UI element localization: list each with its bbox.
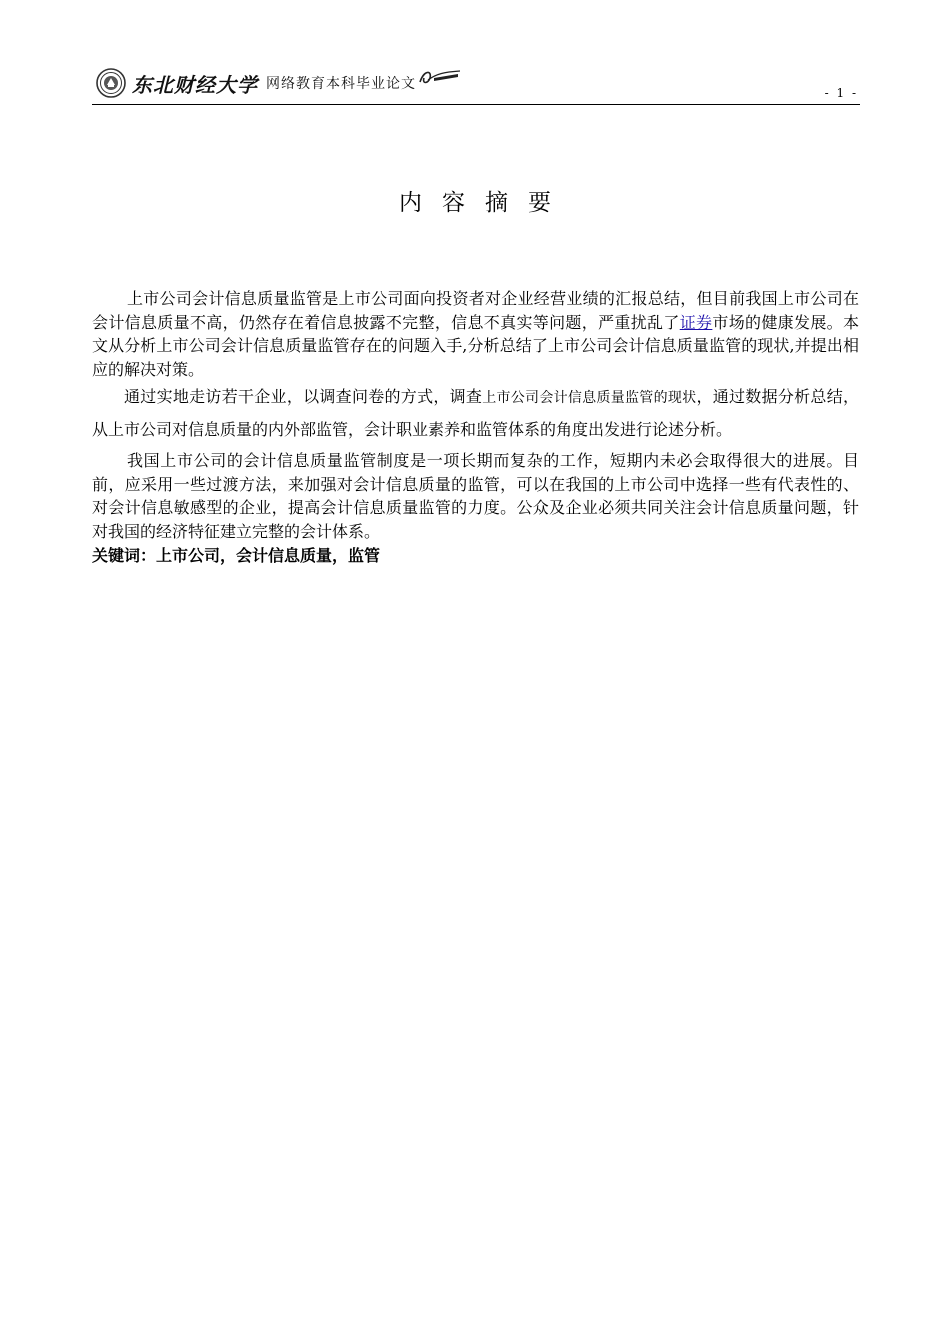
- sufe-logo-icon: [418, 66, 462, 88]
- paragraph-1-text-b: 市场的健康发展。本文从分析上市公司会计信息质量监管存在的问题入手,分析总结了上市公司会计信息质量监管的现状,并提出相应的解决对策。: [92, 312, 859, 379]
- paragraph-2-text-b: 上市公司会计信息质量监管的现状: [482, 390, 697, 406]
- abstract-paragraph-2: [92, 381, 859, 445]
- securities-link[interactable]: 证券: [679, 312, 713, 332]
- thesis-type-label: 网络教育本科毕业论文: [266, 76, 416, 92]
- keywords-line: 关键词：上市公司，会计信息质量，监管: [92, 546, 381, 565]
- paragraph-1-text-a: 上市公司会计信息质量监管是上市公司面向投资者对企业经营业绩的汇报总结，但目前我国上市公司在会计信息质量不高，仍然存在着信息披露不完整，信息不真实等问题，严重扰乱了: [92, 289, 859, 332]
- abstract-body: [92, 287, 859, 569]
- abstract-paragraph-1: [92, 287, 859, 381]
- abstract-paragraph-3: 我国上市公司的会计信息质量监管制度是一项长期而复杂的工作，短期内未必会取得很大的进展。目前，应采用一些过渡方法，来加强对会计信息质量的监管，可以在我国的上市公司中选择一些有代表性的、对会计信息敏感型的企业，提高会计信息质量监管的力度。公众及企业必须共同关注会计信息质量问题，针对我国的经济特征建立完整的会计体系。: [92, 451, 859, 541]
- page-header: [92, 64, 860, 105]
- page-number: - 1 -: [824, 86, 858, 100]
- university-seal-icon: [96, 68, 126, 98]
- university-name: 东北财经大学: [132, 72, 258, 97]
- page-title: 内容摘要: [399, 190, 571, 216]
- paragraph-2-text-a: 通过实地走访若干企业，以调查问卷的方式，调查: [124, 387, 483, 406]
- header-logo: [96, 66, 462, 100]
- paragraph-2-text-c: ，通过数据分析总结，从上市公司对信息质量的内外部监管，会计职业素养和监管体系的角度出发进行论述分析。: [92, 387, 859, 439]
